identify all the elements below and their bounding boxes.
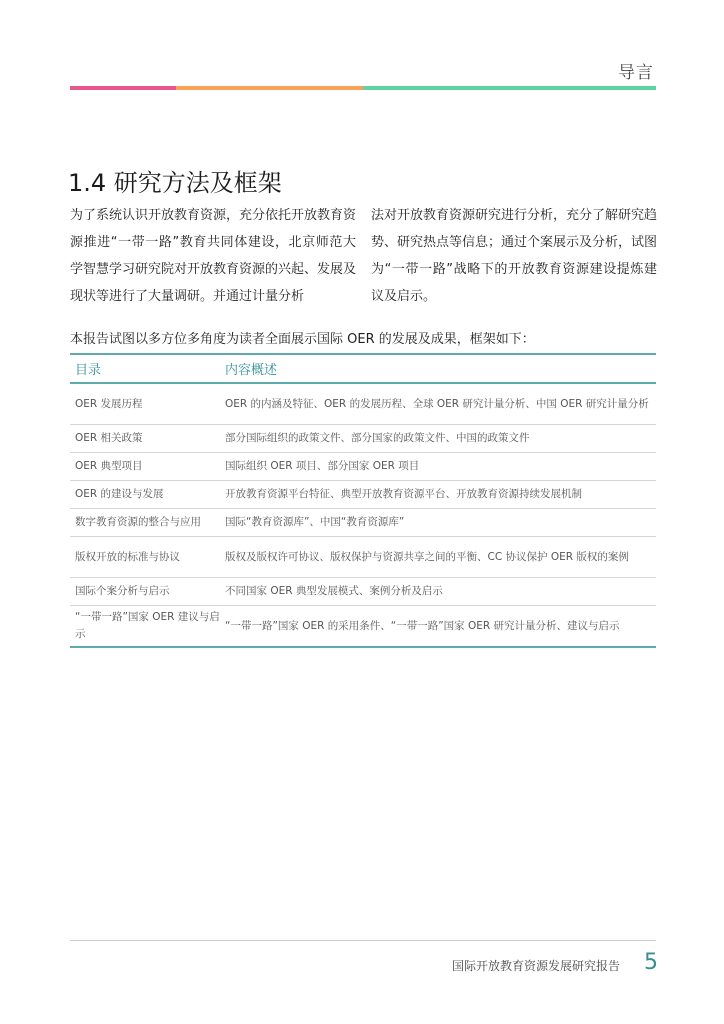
footer-report-title: 国际开放教育资源发展研究报告 — [452, 959, 621, 973]
table-row — [70, 578, 656, 606]
table-row — [70, 606, 656, 648]
column-header-catalog: 目录 — [75, 363, 102, 378]
intro-paragraph-left: 为了系统认识开放教育资源，充分依托开放教育资源推进“一带一路”教育共同体建设，北京师范大学智慧学习研究院对开放教育资源的兴起、发展及现状等进行了大量调研。并通过计量分析 — [70, 208, 357, 304]
table-row — [70, 509, 656, 537]
cell-summary: OER 的内涵及特征、OER 的发展历程、全球 OER 研究计量分析、中国 OER 研究计量分析 — [225, 397, 649, 410]
framework-table — [70, 353, 656, 648]
cell-catalog: OER 相关政策 — [75, 432, 143, 444]
cell-catalog: “一带一路”国家 OER 建议与启示 — [75, 611, 220, 640]
table-row — [70, 425, 656, 453]
cell-catalog: 国际个案分析与启示 — [75, 585, 170, 597]
column-header-summary: 内容概述 — [225, 363, 278, 378]
table-row — [70, 453, 656, 481]
cell-catalog: 版权开放的标准与协议 — [75, 550, 180, 563]
table-row — [70, 383, 656, 425]
table-row — [70, 481, 656, 509]
cell-summary: 部分国际组织的政策文件、部分国家的政策文件、中国的政策文件 — [225, 432, 530, 444]
color-bar-segment-green — [363, 86, 656, 90]
chapter-label: 导言 — [618, 63, 654, 83]
cell-summary: “一带一路”国家 OER 的采用条件、“一带一路”国家 OER 研究计量分析、建议与启示 — [225, 619, 620, 632]
cell-summary: 不同国家 OER 典型发展模式、案例分析及启示 — [225, 585, 443, 597]
cell-catalog: 数字教育资源的整合与应用 — [75, 516, 201, 528]
framework-lead-text: 本报告试图以多方位多角度为读者全面展示国际 OER 的发展及成果，框架如下： — [70, 332, 535, 347]
intro-paragraph-right: 法对开放教育资源研究进行分析，充分了解研究趋势、研究热点等信息；通过个案展示及分析，试图为“一带一路”战略下的开放教育资源建设提炼建议及启示。 — [371, 208, 658, 304]
cell-summary: 版权及版权许可协议、版权保护与资源共享之间的平衡、CC 协议保护 OER 版权的案例 — [225, 550, 629, 563]
section-title: 1.4 研究方法及框架 — [68, 169, 282, 198]
table-header-row — [70, 354, 656, 383]
footer-divider — [70, 940, 656, 941]
cell-catalog: OER 发展历程 — [75, 397, 143, 410]
color-bar-segment-orange — [176, 86, 363, 90]
cell-summary: 国际“教育资源库”、中国“教育资源库” — [225, 516, 405, 528]
cell-summary: 国际组织 OER 项目、部分国家 OER 项目 — [225, 460, 420, 472]
page-number: 5 — [644, 950, 658, 975]
cell-catalog: OER 典型项目 — [75, 460, 143, 472]
cell-summary: 开放教育资源平台特征、典型开放教育资源平台、开放教育资源持续发展机制 — [225, 488, 582, 500]
color-bar-segment-pink — [70, 86, 176, 90]
table-row — [70, 537, 656, 578]
header-color-bar — [70, 86, 656, 90]
cell-catalog: OER 的建设与发展 — [75, 488, 164, 500]
